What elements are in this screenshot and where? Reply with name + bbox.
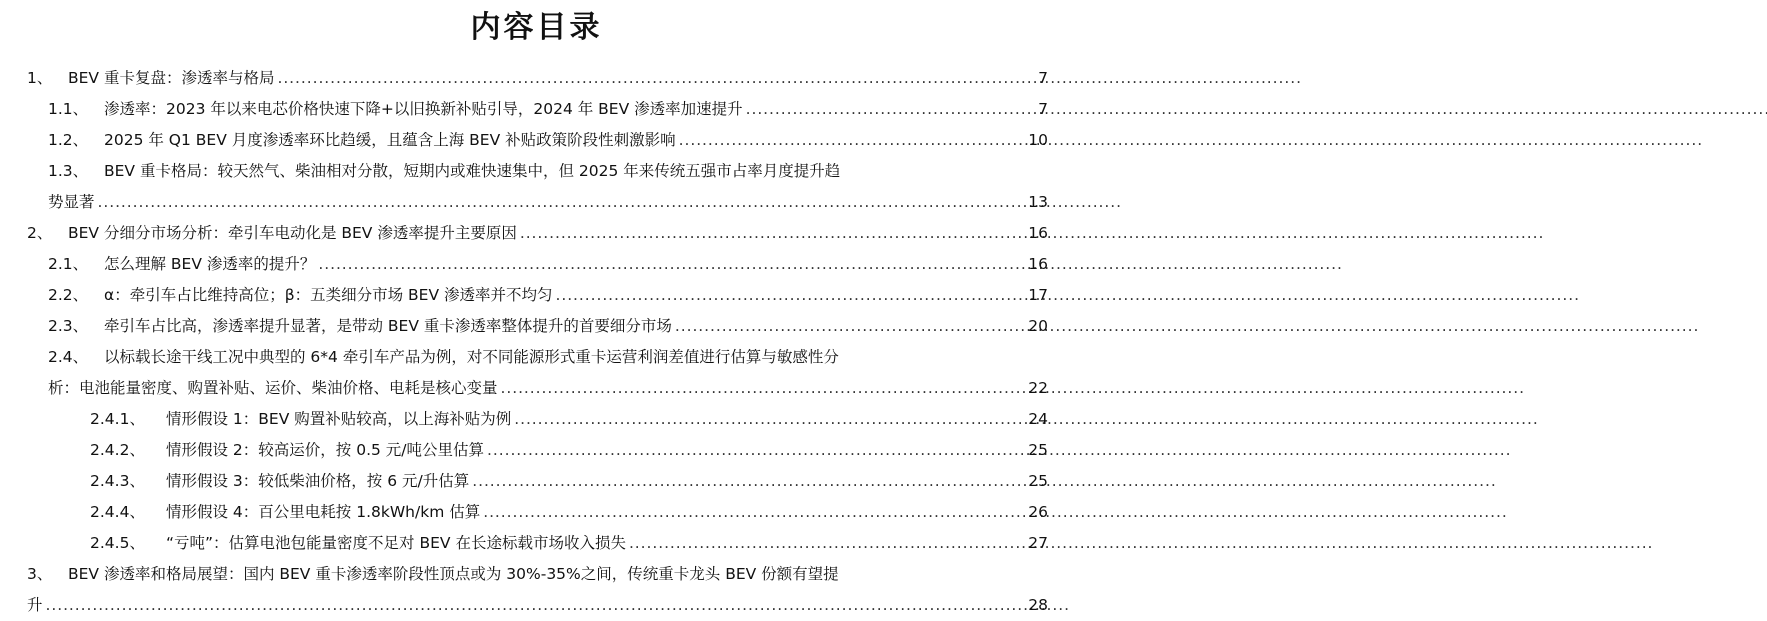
- toc-entry-number: 2.3、: [48, 317, 89, 335]
- toc-entry-number: 1.1、: [48, 100, 89, 118]
- toc-entry-2-2[interactable]: [0, 280, 1073, 311]
- toc-entry-label-line2[interactable]: 升: [27, 596, 43, 614]
- toc-entry-label[interactable]: 情形假设 1：BEV 购置补贴较高，以上海补贴为例: [166, 410, 512, 428]
- toc-entry-page[interactable]: 25: [1028, 441, 1048, 459]
- dot-leader: [501, 373, 1019, 404]
- dot-leader: [487, 435, 1019, 466]
- toc-entry-label[interactable]: 2025 年 Q1 BEV 月度渗透率环比趋缓，且蕴含上海 BEV 补贴政策阶段性刺激影响: [104, 131, 676, 149]
- toc-entry-number: 1、: [27, 69, 53, 87]
- dot-leader: [472, 466, 1019, 497]
- toc-entry-number: 3、: [27, 565, 53, 583]
- toc-entry-page[interactable]: 7: [1038, 69, 1048, 87]
- toc-entry-page[interactable]: 10: [1028, 131, 1048, 149]
- toc-entry-number: 2.2、: [48, 286, 89, 304]
- toc-entry-page[interactable]: 26: [1028, 503, 1048, 521]
- toc-entry-3[interactable]: [0, 559, 1073, 621]
- toc-entry-page[interactable]: 7: [1038, 100, 1048, 118]
- toc-entry-label-line1[interactable]: BEV 渗透率和格局展望：国内 BEV 重卡渗透率阶段性顶点或为 30%-35%之间，传统重卡龙头 BEV 份额有望提: [68, 565, 839, 583]
- toc-entry-2-4-4[interactable]: [0, 497, 1073, 528]
- toc-entry-number: 1.3、: [48, 162, 89, 180]
- toc-entry-label[interactable]: BEV 分细分市场分析：牵引车电动化是 BEV 渗透率提升主要原因: [68, 224, 517, 242]
- toc-entry-label[interactable]: BEV 重卡复盘：渗透率与格局: [68, 69, 275, 87]
- toc-entry-label[interactable]: 渗透率：2023 年以来电芯价格快速下降+以旧换新补贴引导，2024 年 BEV 渗透率加速提升: [104, 100, 743, 118]
- toc-entry-page[interactable]: 16: [1028, 255, 1048, 273]
- toc-entry-page[interactable]: 22: [1028, 379, 1048, 397]
- dot-leader: [520, 218, 1019, 249]
- toc-entry-label[interactable]: 牵引车占比高，渗透率提升显著，是带动 BEV 重卡渗透率整体提升的首要细分市场: [104, 317, 672, 335]
- toc-entry-2-3[interactable]: [0, 311, 1073, 342]
- toc-entry-page[interactable]: 20: [1028, 317, 1048, 335]
- toc-entry-label[interactable]: 情形假设 2：较高运价，按 0.5 元/吨公里估算: [166, 441, 485, 459]
- dot-leader: [514, 404, 1019, 435]
- dot-leader: [679, 125, 1019, 156]
- toc-entry-page[interactable]: 13: [1028, 193, 1048, 211]
- toc-list: [0, 63, 1073, 621]
- toc-entry-1[interactable]: [0, 63, 1073, 94]
- toc-entry-number: 2、: [27, 224, 53, 242]
- toc-entry-number: 2.4、: [48, 348, 89, 366]
- dot-leader: [318, 249, 1019, 280]
- toc-entry-number: 2.4.1、: [90, 410, 145, 428]
- toc-entry-number: 2.4.4、: [90, 503, 145, 521]
- toc-entry-number: 2.4.2、: [90, 441, 145, 459]
- toc-entry-1-1[interactable]: [0, 94, 1073, 125]
- toc-entry-number: 2.4.3、: [90, 472, 145, 490]
- toc-entry-2-4-5[interactable]: [0, 528, 1073, 559]
- toc-entry-2-4-3[interactable]: [0, 466, 1073, 497]
- page-title: 内容目录: [470, 10, 603, 45]
- toc-entry-label[interactable]: “亏吨”：估算电池包能量密度不足对 BEV 在长途标载市场收入损失: [166, 534, 626, 552]
- toc-entry-page[interactable]: 16: [1028, 224, 1048, 242]
- toc-entry-label-line2[interactable]: 势显著: [48, 193, 95, 211]
- toc-entry-page[interactable]: 17: [1028, 286, 1048, 304]
- dot-leader: [98, 187, 1019, 218]
- toc-entry-2[interactable]: [0, 218, 1073, 249]
- toc-entry-label[interactable]: 情形假设 3：较低柴油价格，按 6 元/升估算: [166, 472, 470, 490]
- dot-leader: [483, 497, 1019, 528]
- toc-entry-page[interactable]: 24: [1028, 410, 1048, 428]
- dot-leader: [46, 590, 1019, 621]
- dot-leader: [556, 280, 1020, 311]
- dot-leader: [629, 528, 1019, 559]
- toc-entry-2-4[interactable]: [0, 342, 1073, 404]
- toc-entry-number: 1.2、: [48, 131, 89, 149]
- toc-entry-number: 2.4.5、: [90, 534, 145, 552]
- toc-entry-label-line1[interactable]: 以标载长途干线工况中典型的 6*4 牵引车产品为例，对不同能源形式重卡运营利润差值进行估算与敏感性分: [104, 348, 839, 366]
- toc-entry-label[interactable]: α：牵引车占比维持高位；β：五类细分市场 BEV 渗透率并不均匀: [104, 286, 553, 304]
- dot-leader: [277, 63, 1019, 94]
- toc-entry-label[interactable]: 怎么理解 BEV 渗透率的提升？: [104, 255, 316, 273]
- dot-leader: [675, 311, 1019, 342]
- toc-entry-label-line2[interactable]: 析：电池能量密度、购置补贴、运价、柴油价格、电耗是核心变量: [48, 379, 498, 397]
- toc-entry-2-4-2[interactable]: [0, 435, 1073, 466]
- toc-entry-1-3[interactable]: [0, 156, 1073, 218]
- toc-entry-label-line1[interactable]: BEV 重卡格局：较天然气、柴油相对分散，短期内或难快速集中，但 2025 年来传统五强市占率月度提升趋: [104, 162, 841, 180]
- toc-entry-2-1[interactable]: [0, 249, 1073, 280]
- toc-entry-label[interactable]: 情形假设 4：百公里电耗按 1.8kWh/km 估算: [166, 503, 481, 521]
- toc-entry-page[interactable]: 25: [1028, 472, 1048, 490]
- toc-entry-page[interactable]: 27: [1028, 534, 1048, 552]
- toc-entry-page[interactable]: 28: [1028, 596, 1048, 614]
- toc-entry-number: 2.1、: [48, 255, 89, 273]
- toc-entry-2-4-1[interactable]: [0, 404, 1073, 435]
- dot-leader: [746, 94, 1019, 125]
- toc-entry-1-2[interactable]: [0, 125, 1073, 156]
